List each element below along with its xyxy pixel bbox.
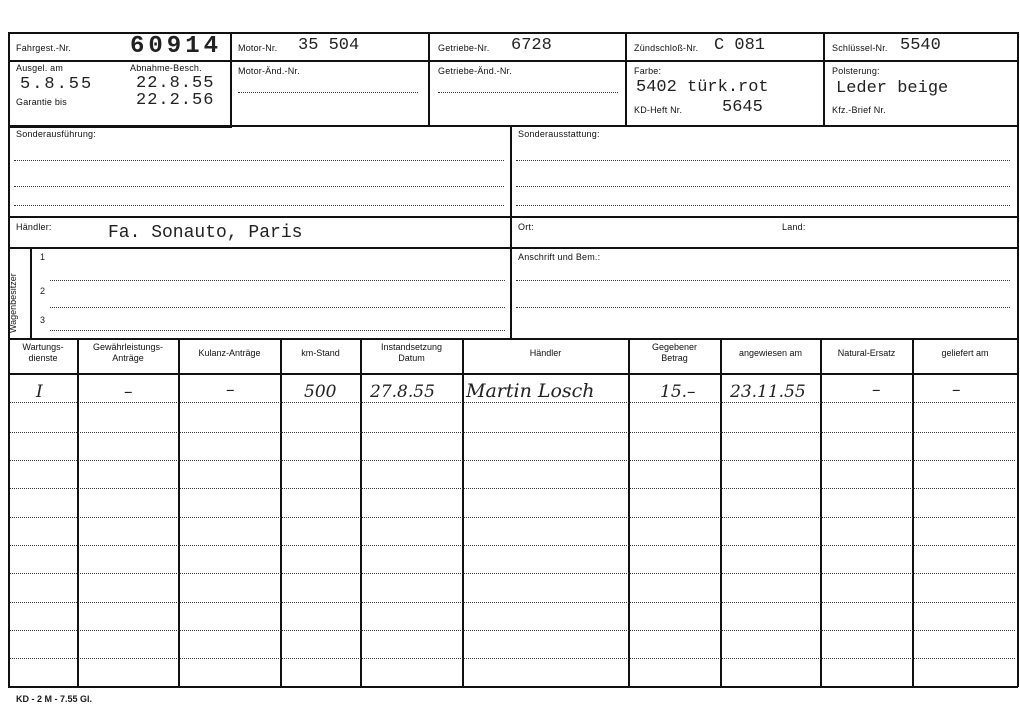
table-row-line-4 [10, 488, 1015, 489]
box-underline [8, 125, 232, 128]
table-row-line-6 [10, 545, 1015, 546]
table-top-border [8, 338, 1018, 340]
farbe-value: 5402 türk.rot [636, 78, 769, 97]
cell-wartungsdienst: I [36, 382, 43, 402]
kdheft-label: KD-Heft Nr. [634, 105, 683, 115]
cell-natural-ersatz: – [872, 380, 881, 400]
table-row-line-9 [10, 630, 1015, 631]
form-code: KD - 2 M - 7.55 Gl. [16, 694, 93, 704]
getriebe-value: 6728 [511, 36, 552, 55]
table-header-bottom-border [8, 373, 1018, 375]
motor-aend-label: Motor-Änd.-Nr. [238, 66, 300, 76]
col-divider-3 [280, 338, 282, 687]
kdheft-value: 5645 [722, 98, 763, 117]
table-row-line-2 [10, 432, 1015, 433]
motor-label: Motor-Nr. [238, 43, 278, 53]
col-divider-2 [178, 338, 180, 687]
table-row-line-8 [10, 602, 1015, 603]
getriebe-label: Getriebe-Nr. [438, 43, 490, 53]
sonderausfuehrung-line-2 [14, 186, 504, 187]
sonderausstattung-line-2 [516, 186, 1010, 187]
abnahme-value: 22.8.55 [136, 74, 215, 93]
abnahme-label: Abnahme-Besch. [130, 63, 202, 73]
ausgel-label: Ausgel. am [16, 63, 64, 73]
anschrift-line-2 [516, 307, 1010, 308]
kfzbrief-label: Kfz.-Brief Nr. [832, 105, 886, 115]
haendler-value: Fa. Sonauto, Paris [108, 223, 303, 243]
land-label: Land: [782, 222, 806, 232]
wagenbesitzer-divider [30, 247, 32, 338]
header-row-divider [8, 60, 1018, 62]
sonderausfuehrung-label: Sonderausführung: [16, 129, 96, 139]
cell-angewiesen: 23.11.55 [730, 382, 806, 402]
motor-value: 35 504 [298, 36, 360, 55]
col-header-km-stand: km-Stand [301, 348, 340, 358]
cell-km-stand: 500 [304, 382, 337, 402]
col-header-kulanz: Kulanz-Anträge [198, 348, 261, 358]
cell-kulanz: – [226, 380, 235, 400]
header-col-divider-4 [823, 32, 825, 126]
getriebe-aend-line [438, 92, 618, 93]
cell-geliefert: – [952, 380, 961, 400]
table-row-line-3 [10, 460, 1015, 461]
cell-gewaehrleistung: – [124, 382, 133, 402]
farbe-label: Farbe: [634, 66, 662, 76]
wagenbesitzer-label: Wagenbesitzer [8, 273, 18, 333]
cell-instandsetzung-datum: 27.8.55 [370, 382, 435, 402]
fahrgestell-value: 60914 [130, 33, 223, 60]
col-divider-7 [720, 338, 722, 687]
col-header-haendler: Händler [529, 348, 562, 358]
col-header-angewiesen: angewiesen am [738, 348, 803, 358]
col-header-betrag: Gegebener Betrag [651, 342, 698, 363]
table-row-line-10 [10, 658, 1015, 659]
header-col-divider-2 [428, 32, 430, 126]
schluessel-label: Schlüssel-Nr. [832, 43, 888, 53]
cell-betrag: 15.– [660, 382, 696, 402]
col-header-gewaehrleistung: Gewährleistungs- Anträge [92, 342, 164, 363]
haendler-label: Händler: [16, 222, 52, 232]
garantie-label: Garantie bis [16, 97, 67, 107]
col-header-geliefert: geliefert am [941, 348, 989, 358]
table-row-line-7 [10, 573, 1015, 574]
col-header-natural-ersatz: Natural-Ersatz [837, 348, 896, 358]
col-divider-6 [628, 338, 630, 687]
col-divider-8 [820, 338, 822, 687]
sonderausstattung-line-1 [516, 160, 1010, 161]
getriebe-aend-label: Getriebe-Änd.-Nr. [438, 66, 512, 76]
wagenbesitzer-line-2 [50, 307, 505, 308]
middle-divider [510, 125, 512, 338]
col-header-instandsetzung: Instandsetzung Datum [380, 342, 443, 363]
sonderausfuehrung-line-3 [14, 205, 504, 206]
ort-label: Ort: [518, 222, 534, 232]
ausgel-value: 5.8.55 [20, 75, 94, 94]
col-divider-9 [912, 338, 914, 687]
wagenbesitzer-number-2: 2 [40, 286, 46, 296]
right-border [1017, 32, 1019, 687]
garantie-value: 22.2.56 [136, 91, 215, 110]
anschrift-label: Anschrift und Bem.: [518, 252, 601, 262]
fahrgestell-label: Fahrgest.-Nr. [16, 43, 72, 53]
header-col-divider-1 [230, 32, 232, 126]
wagenbesitzer-number-1: 1 [40, 252, 46, 262]
sonder-bottom-border [8, 216, 1018, 218]
cell-haendler: Martin Losch [466, 380, 595, 402]
wagenbesitzer-number-3: 3 [40, 315, 46, 325]
sonderausstattung-label: Sonderausstattung: [518, 129, 600, 139]
col-divider-5 [462, 338, 464, 687]
table-bottom-border [8, 686, 1018, 688]
haendler-bottom-border [8, 247, 1018, 249]
col-header-wartungsdienste: Wartungs- dienste [22, 342, 64, 363]
sonderausstattung-line-3 [516, 205, 1010, 206]
col-divider-1 [77, 338, 79, 687]
zuendschloss-label: Zündschloß-Nr. [634, 43, 699, 53]
col-divider-4 [360, 338, 362, 687]
wagenbesitzer-line-3 [50, 330, 505, 331]
header-col-divider-3 [625, 32, 627, 126]
anschrift-line-1 [516, 280, 1010, 281]
motor-aend-line [238, 92, 418, 93]
schluessel-value: 5540 [900, 36, 941, 55]
polsterung-label: Polsterung: [832, 66, 880, 76]
sonderausfuehrung-line-1 [14, 160, 504, 161]
polsterung-value: Leder beige [836, 79, 949, 98]
table-row-line-1 [10, 402, 1015, 403]
zuendschloss-value: C 081 [714, 36, 766, 55]
table-row-line-5 [10, 517, 1015, 518]
wagenbesitzer-line-1 [50, 280, 505, 281]
